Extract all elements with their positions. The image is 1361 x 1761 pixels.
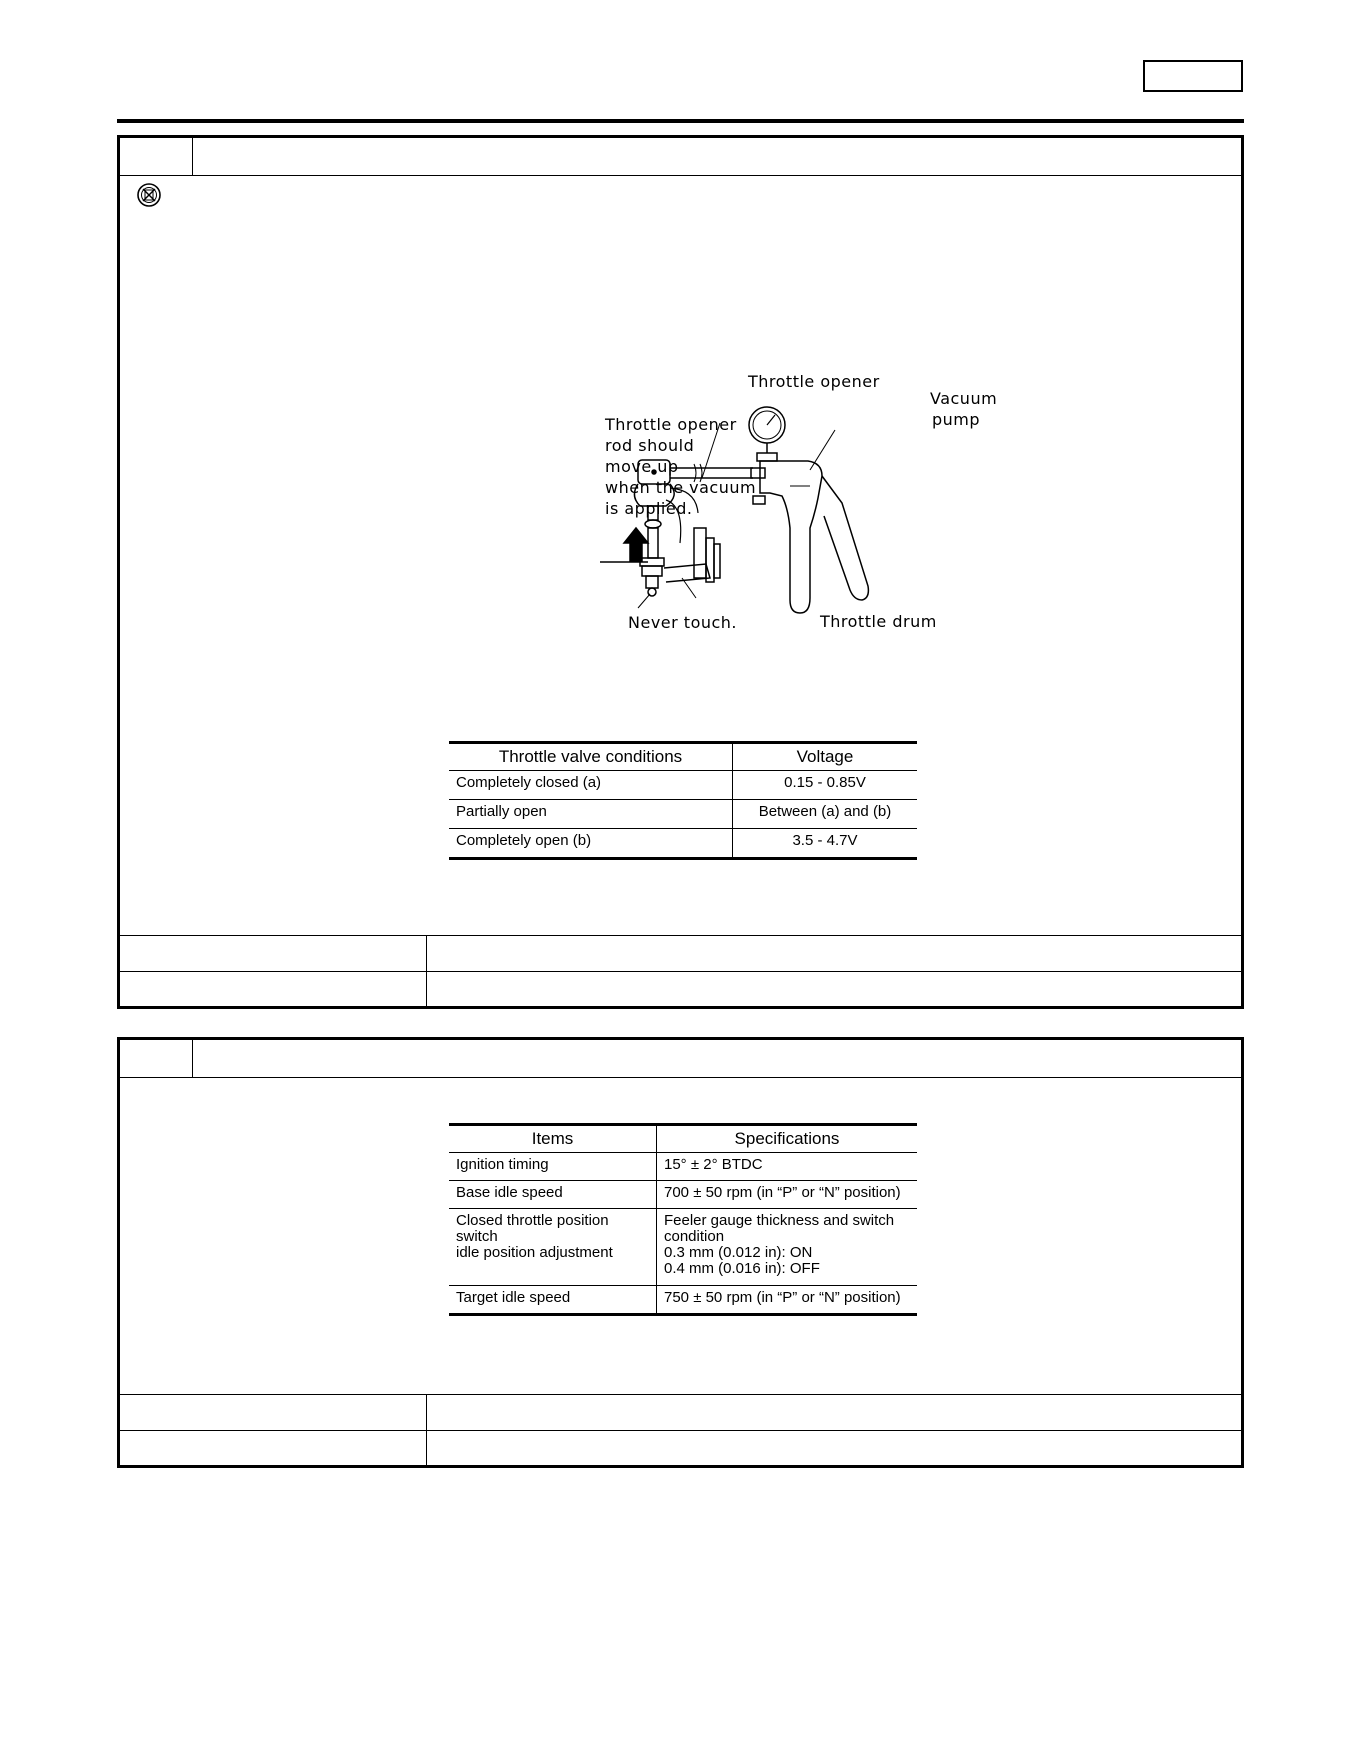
item-cell <box>449 1209 657 1286</box>
spec-cell: 700 ± 50 rpm (in “P” or “N” position) <box>657 1181 918 1209</box>
table-row <box>449 771 917 800</box>
step-header <box>120 138 1241 176</box>
table-row <box>449 1286 917 1315</box>
label-vacuum-pump-line1: Vacuum <box>930 389 998 408</box>
header-rule <box>117 119 1244 123</box>
column-header: Specifications <box>657 1125 918 1153</box>
specification-step-panel <box>117 1037 1244 1468</box>
label-note-line3: move up <box>605 457 679 476</box>
label-note-line5: is applied. <box>605 499 693 518</box>
label-note-line4: when the vacuum <box>605 478 757 497</box>
step-header <box>120 1040 1241 1078</box>
result-label-cell <box>120 1395 427 1431</box>
column-header: Items <box>449 1125 657 1153</box>
voltage-cell: 0.15 - 0.85V <box>733 771 918 800</box>
spec-line: 0.3 mm (0.012 in): ON <box>664 1244 813 1261</box>
spec-line: Feeler gauge thickness and switch <box>664 1212 895 1229</box>
inspection-step-panel <box>117 135 1244 1009</box>
condition-cell: Partially open <box>449 800 733 829</box>
condition-cell: Completely open (b) <box>449 829 733 859</box>
page-section-tab <box>1143 60 1243 92</box>
throttle-opener-diagram <box>470 368 1070 658</box>
item-line: Closed throttle position switch <box>456 1212 609 1245</box>
table-row <box>449 1181 917 1209</box>
item-cell: Ignition timing <box>449 1153 657 1181</box>
label-note-line2: rod should <box>605 436 695 455</box>
result-row-ok <box>120 1394 1241 1431</box>
voltage-cell: 3.5 - 4.7V <box>733 829 918 859</box>
result-row-ok <box>120 935 1241 972</box>
idle-specification-table <box>449 1123 917 1316</box>
throttle-voltage-table <box>449 741 917 860</box>
label-throttle-opener: Throttle opener <box>748 372 880 391</box>
spec-cell: 750 ± 50 rpm (in “P” or “N” position) <box>657 1286 918 1315</box>
column-header: Voltage <box>733 743 918 771</box>
label-note-line1: Throttle opener <box>605 415 737 434</box>
result-label-cell <box>120 972 427 1008</box>
table-row <box>449 829 917 859</box>
spec-line: condition <box>664 1228 725 1245</box>
item-cell: Base idle speed <box>449 1181 657 1209</box>
step-number-cell <box>120 138 193 175</box>
step-number-cell <box>120 1040 193 1077</box>
item-cell: Target idle speed <box>449 1286 657 1315</box>
table-row <box>449 800 917 829</box>
spec-cell <box>657 1209 918 1286</box>
table-row <box>449 1153 917 1181</box>
result-row-ng <box>120 971 1241 1008</box>
label-never-touch: Never touch. <box>628 613 738 632</box>
result-row-ng <box>120 1430 1241 1467</box>
spec-line: 0.4 mm (0.016 in): OFF <box>664 1260 820 1277</box>
result-label-cell <box>120 1431 427 1467</box>
no-tools-required-icon <box>136 182 162 208</box>
condition-cell: Completely closed (a) <box>449 771 733 800</box>
table-header-row <box>449 1125 917 1153</box>
voltage-cell: Between (a) and (b) <box>733 800 918 829</box>
spec-cell: 15° ± 2° BTDC <box>657 1153 918 1181</box>
label-throttle-drum: Throttle drum <box>820 612 937 631</box>
table-row <box>449 1209 917 1286</box>
table-header-row <box>449 743 917 771</box>
label-vacuum-pump-line2: pump <box>932 410 981 429</box>
column-header: Throttle valve conditions <box>449 743 733 771</box>
item-line: idle position adjustment <box>456 1244 613 1261</box>
result-label-cell <box>120 936 427 972</box>
